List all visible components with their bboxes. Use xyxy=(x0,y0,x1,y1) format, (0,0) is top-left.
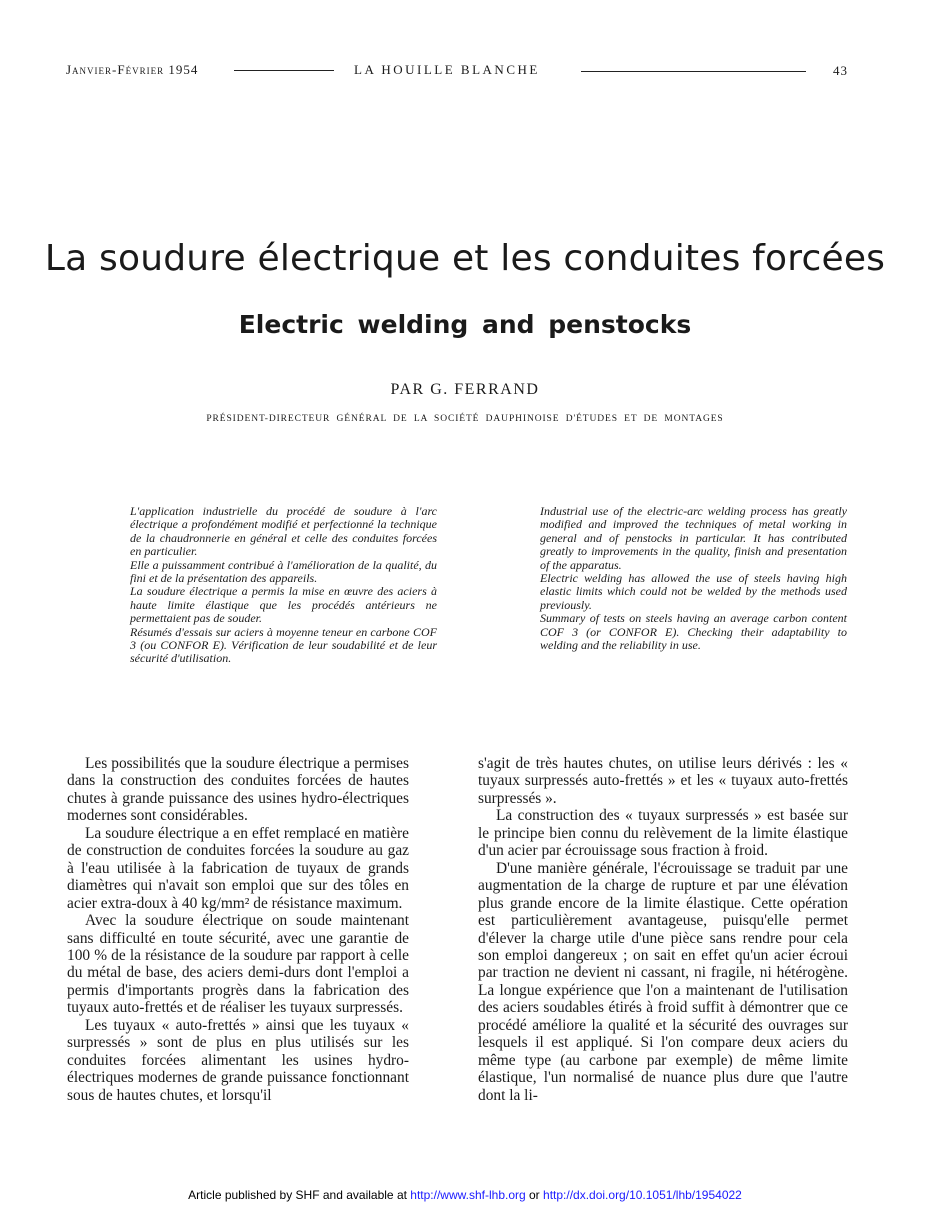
journal-name: LA HOUILLE BLANCHE xyxy=(354,62,540,77)
author-affiliation: PRÉSIDENT-DIRECTEUR GÉNÉRAL DE LA SOCIÉTÉ DAUPHINOISE D'ÉTUDES ET DE MONTAGES xyxy=(206,414,724,424)
author-byline: PAR G. FERRAND xyxy=(390,381,540,398)
body-paragraph: s'agit de très hautes chutes, on utilise leurs dérivés : les « tuyaux surpressés auto-frettés » et les « tuyaux auto-frettés surpressés ». xyxy=(478,755,848,807)
abstract-paragraph: Elle a puissamment contribué à l'amélioration de la qualité, du fini et de la présentation des appareils. xyxy=(130,557,437,586)
issue-date: Janvier-Février 1954 xyxy=(66,62,199,77)
article-title: La soudure électrique et les conduites forcées xyxy=(44,238,886,279)
body-paragraph: La soudure électrique a en effet remplacé en matière de construction de conduites forcées la soudure au gaz à l'eau utilisée à la fabrication de tuyaux de grands diamètres qui n'avait son emploi que sur des tôles en acier extra-doux à 40 kg/mm² de résistance maximum. xyxy=(67,824,409,912)
article-subtitle: Electric welding and penstocks xyxy=(238,310,692,339)
abstract-paragraph: Industrial use of the electric-arc welding process has greatly modified and improved the techniques of metal working in general and of penstocks in particular. It has contributed greatly to improvements in the quality, finish and presentation of the apparatus. xyxy=(540,504,847,572)
abstract-paragraph: Résumés d'essais sur aciers à moyenne teneur en carbone COF 3 (ou CONFOR E). Vérification de leur soudabilité et de leur sécurité d'utilisation. xyxy=(130,624,437,666)
running-head xyxy=(66,62,848,80)
header-rule-left xyxy=(234,70,334,71)
footer-or: or xyxy=(525,1188,544,1202)
body-column-right xyxy=(478,755,848,1104)
body-paragraph: D'une manière générale, l'écrouissage se traduit par une augmentation de la charge de rupture et par une élévation plus grande encore de la limite élastique. Cette opération est particulièrement avantageuse, puisqu'elle permet d'élever la charge utile d'une pièce sans rendre pour cela son emploi dangereux ; on sait en effet qu'un acier écroui par traction ne devient ni cassant, ni fragile, ni hétérogène. La longue expérience que l'on a maintenant de l'utilisation des aciers soudables étirés à froid suffit à démontrer que ce procédé améliore la qualité et la sécurité des ouvrages sur lesquels il est appliqué. Si l'on compare deux aciers du même type (au carbone par exemple) de même limite élastique, l'un normalisé de nuance plus dure que l'autre dont la li- xyxy=(478,859,848,1104)
body-paragraph: Les tuyaux « auto-frettés » ainsi que les tuyaux « surpressés » sont de plus en plus utilisés sur les conduites forcées alimentant les usines hydro-électriques modernes de grande puissance fonctionnant sous de hautes chutes, et lorsqu'il xyxy=(67,1016,409,1104)
abstract-paragraph: La soudure électrique a permis la mise en œuvre des aciers à haute limite élastique que les procédés antérieurs ne permettaient pas de souder. xyxy=(130,584,437,626)
body-paragraph: Avec la soudure électrique on soude maintenant sans difficulté en toute sécurité, avec une garantie de 100 % de la résistance de la soudure par rapport à celle du métal de base, des aciers demi-durs dont l'emploi a permis d'importants progrès dans la fabrication des tuyaux auto-frettés et de réaliser les tuyaux surpressés. xyxy=(67,912,409,1017)
abstract-english xyxy=(540,505,847,652)
publication-footer xyxy=(0,1188,930,1202)
body-column-left xyxy=(67,755,409,1104)
abstract-paragraph: L'application industrielle du procédé de soudure à l'arc électrique a profondément modifié et perfectionné la technique de la chaudronnerie en général et celle des conduites forcées en particulier. xyxy=(130,504,437,559)
doi-link[interactable]: http://dx.doi.org/10.1051/lhb/1954022 xyxy=(543,1188,742,1202)
body-paragraph: Les possibilités que la soudure électrique a permises dans la construction des conduites forcées de hautes chutes à grande puissance des usines hydro-électriques modernes sont considérables. xyxy=(67,755,409,825)
abstract-french xyxy=(130,505,437,666)
abstract-paragraph: Electric welding has allowed the use of steels having high elastic limits which could not be welded by the methods used previously. xyxy=(540,571,847,612)
header-rule-right xyxy=(581,71,806,72)
body-paragraph: La construction des « tuyaux surpressés » est basée sur le principe bien connu du relèvement de la limite élastique d'un acier par écrouissage sous fraction à froid. xyxy=(478,807,848,860)
footer-prefix: Article published by SHF and available at xyxy=(188,1188,411,1202)
page-number: 43 xyxy=(833,63,848,78)
shf-link[interactable]: http://www.shf-lhb.org xyxy=(410,1188,526,1202)
abstract-paragraph: Summary of tests on steels having an average carbon content COF 3 (or CONFOR E). Checking their adaptability to welding and the reliability in use. xyxy=(540,611,847,653)
